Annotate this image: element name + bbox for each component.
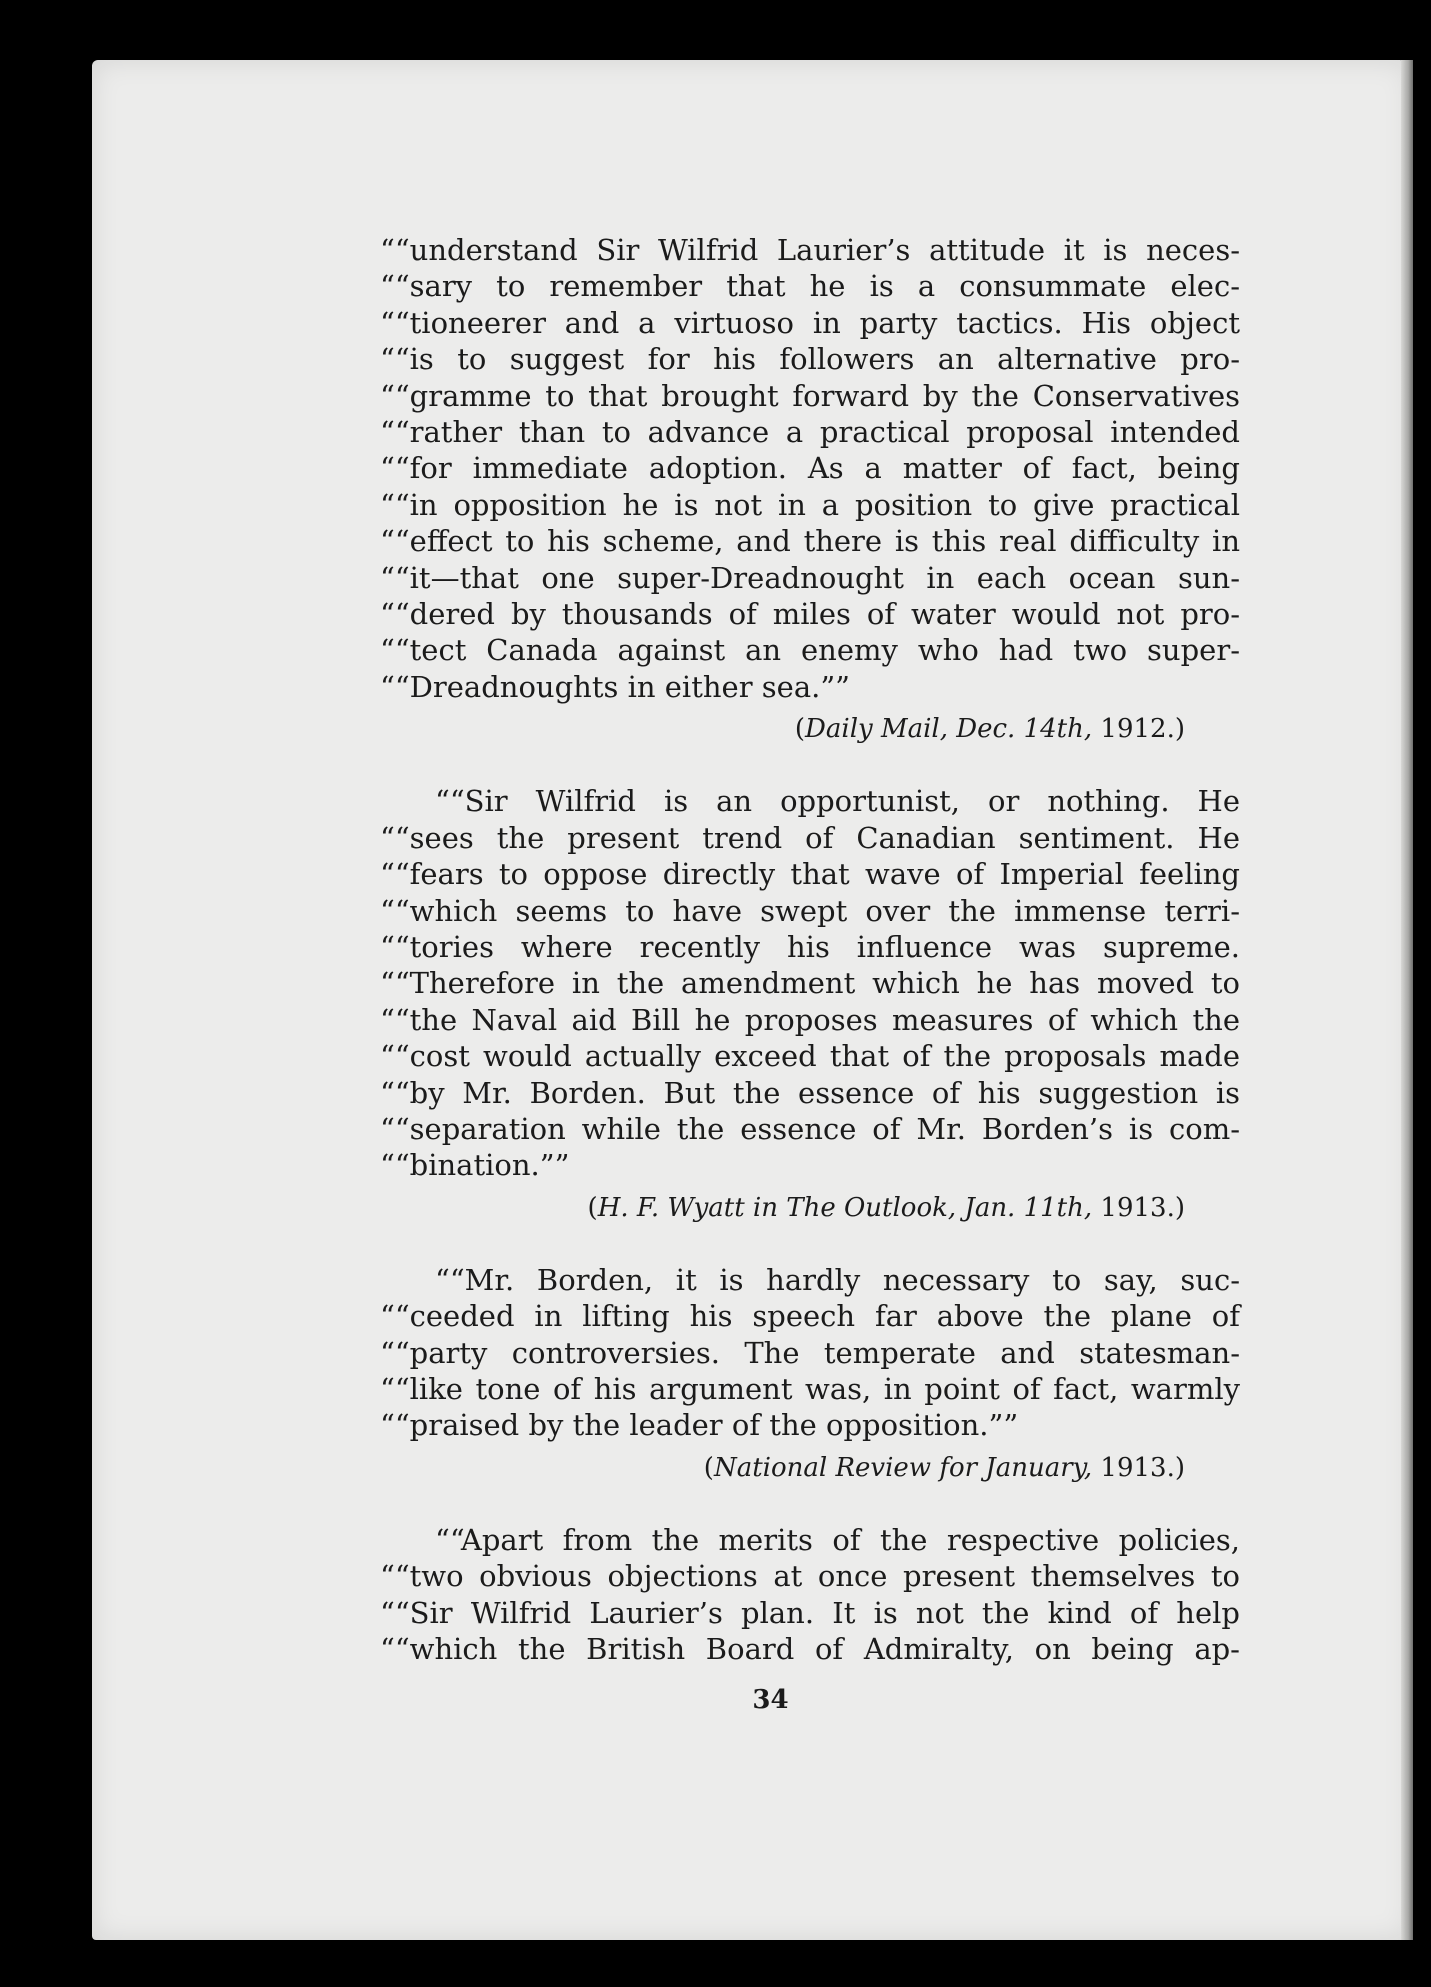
quote-4-line: ““Sir Wilfrid Laurier’s plan. It is not the kind of help (380, 1595, 1240, 1630)
paragraph-gap (380, 747, 1240, 783)
paragraph-gap (380, 1486, 1240, 1522)
quote-2-line: ““bination.”” (380, 1148, 570, 1183)
quote-3-source-title: National Review for January, (713, 1452, 1093, 1483)
quote-3-line: ““praised by the leader of the opposition.”” (380, 1408, 1019, 1443)
quote-3-line: ““party controversies. The temperate and statesman- (380, 1335, 1240, 1370)
quote-4-line: ““two obvious objections at once present themselves to (380, 1559, 1240, 1594)
page-number: 34 (752, 1685, 789, 1715)
quote-2-line: ““Therefore in the amendment which he has moved to (380, 966, 1240, 1001)
quote-2-line: ““cost would actually exceed that of the proposals made (380, 1039, 1240, 1074)
quote-3-source: (National Review for January, 1913.) (703, 1452, 1185, 1483)
quote-1-line: ““effect to his scheme, and there is this real difficulty in (380, 524, 1240, 559)
quote-1-line: ““rather than to advance a practical proposal intended (380, 415, 1240, 450)
quote-4-line: ““Apart from the merits of the respective policies, (435, 1522, 1240, 1557)
quote-2-line: ““which seems to have swept over the immense terri- (380, 893, 1240, 928)
quote-1-source-year: 1912. (1100, 714, 1175, 745)
quote-1 (380, 232, 1240, 747)
quote-4 (380, 1522, 1240, 1668)
page-edge (1401, 60, 1413, 1940)
quote-1-line: ““tioneerer and a virtuoso in party tactics. His object (380, 305, 1240, 340)
quote-3-line: ““Mr. Borden, it is hardly necessary to say, suc- (435, 1262, 1240, 1297)
text-block (380, 232, 1240, 1667)
quote-3-line: ““like tone of his argument was, in point of fact, warmly (380, 1371, 1240, 1406)
quote-2-line: ““tories where recently his influence was supreme. (380, 929, 1240, 964)
quote-2-line: ““the Naval aid Bill he proposes measures of which the (380, 1002, 1240, 1037)
quote-3-line: ““ceeded in lifting his speech far above the plane of (380, 1299, 1240, 1334)
quote-1-line: ““understand Sir Wilfrid Laurier’s attitude it is neces- (380, 233, 1240, 267)
quote-3-source-year: 1913. (1100, 1452, 1175, 1483)
quote-1-line: ““it—that one super-Dreadnought in each ocean sun- (380, 560, 1240, 595)
quote-2-source: (H. F. Wyatt in The Outlook, Jan. 11th, 1913.) (587, 1192, 1185, 1223)
quote-4-line: ““which the British Board of Admiralty, on being ap- (380, 1632, 1240, 1666)
quote-2-source-year: 1913. (1100, 1192, 1175, 1223)
quote-2-line: ““separation while the essence of Mr. Borden’s is com- (380, 1111, 1240, 1146)
quote-1-line: ““for immediate adoption. As a matter of fact, being (380, 451, 1240, 486)
quote-2-line: ““by Mr. Borden. But the essence of his suggestion is (380, 1075, 1240, 1110)
quote-2 (380, 783, 1240, 1225)
quote-1-source: (Daily Mail, Dec. 14th, 1912.) (794, 714, 1185, 745)
quote-1-line: ““is to suggest for his followers an alternative pro- (380, 342, 1240, 377)
quote-2-source-title: H. F. Wyatt in The Outlook, Jan. 11th, (597, 1192, 1093, 1223)
quote-1-line: ““Dreadnoughts in either sea.”” (380, 669, 850, 704)
paragraph-gap (380, 1226, 1240, 1262)
quote-2-line: ““fears to oppose directly that wave of Imperial feeling (380, 857, 1240, 892)
quote-1-source-title: Daily Mail, Dec. 14th, (805, 714, 1093, 745)
quote-3 (380, 1262, 1240, 1486)
quote-1-line: ““in opposition he is not in a position to give practical (380, 487, 1240, 522)
quote-1-line: ““dered by thousands of miles of water would not pro- (380, 597, 1240, 632)
quote-2-line: ““sees the present trend of Canadian sentiment. He (380, 820, 1240, 855)
quote-1-line: ““sary to remember that he is a consummate elec- (380, 269, 1240, 304)
quote-1-line: ““tect Canada against an enemy who had two super- (380, 633, 1240, 668)
quote-2-line: ““Sir Wilfrid is an opportunist, or nothing. He (435, 784, 1240, 819)
quote-1-line: ““gramme to that brought forward by the Conservatives (380, 378, 1240, 413)
